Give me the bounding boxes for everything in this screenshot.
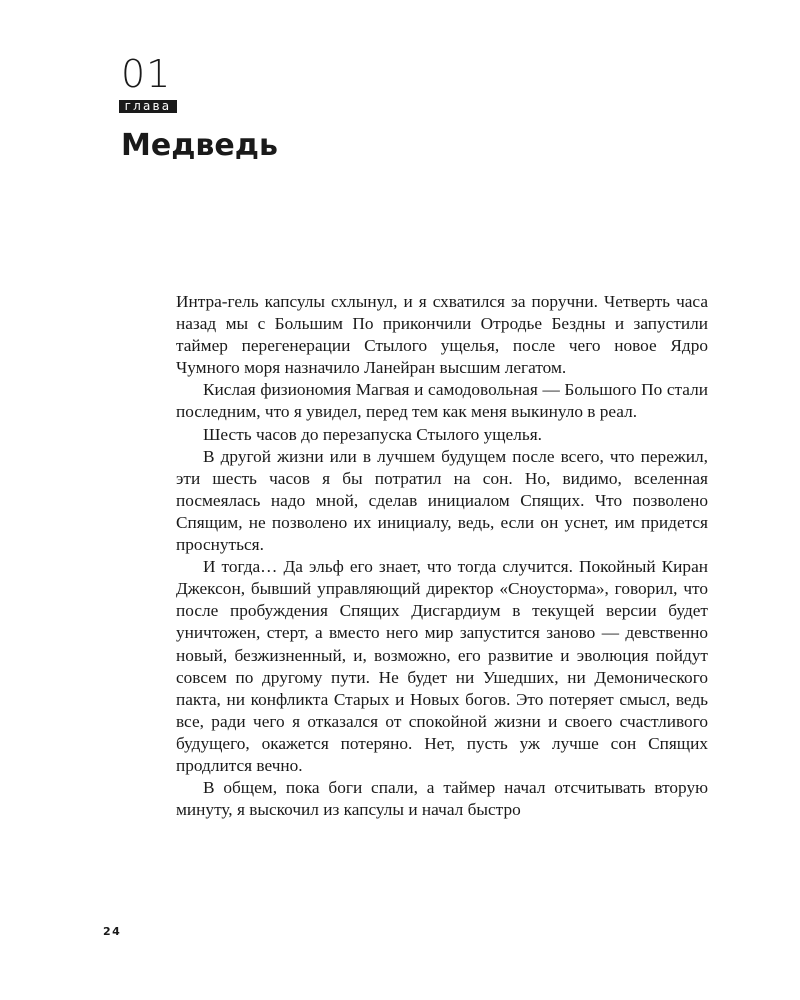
chapter-number: 01 — [121, 52, 172, 96]
page-number: 24 — [103, 925, 122, 938]
chapter-title: Медведь — [121, 128, 278, 163]
paragraph: И тогда… Да эльф его знает, что тогда случится. Покойный Киран Джексон, бывший управляющий директор «Сноусторма», говорил, что после пробуждения Спящих Дисгардиум в текущей версии будет уничтожен, стерт, а вместо него мир запустится заново — девственно новый, безжизненный, и, возможно, его развитие и эволюция пойдут совсем по другому пути. Не будет ни Ушедших, ни Демонического пакта, ни конфликта Старых и Новых богов. Это потеряет смысл, ведь все, ради чего я отказался от спокойной жизни и своего счастливого будущего, окажется потеряно. Нет, пусть уж лучше сон Спящих продлится вечно. — [176, 557, 708, 775]
chapter-label: глава — [119, 100, 177, 113]
paragraph: Шесть часов до перезапуска Стылого ущелья. — [203, 424, 542, 444]
paragraph: Интра-гель капсулы схлынул, и я схватился за поручни. Четверть часа назад мы с Большим По прикончили Отродье Бездны и запустили таймер перегенерации Стылого ущелья, после чего новое Ядро Чумного моря назначило Ланейран высшим легатом. — [176, 292, 708, 378]
body-text — [176, 291, 708, 821]
paragraph: В другой жизни или в лучшем будущем после всего, что пережил, эти шесть часов я бы потратил на сон. Но, видимо, вселенная посмеялась надо мной, сделав инициалом Спящих. Что позволено Спящим, не позволено их инициалу, ведь, если он уснет, им придется проснуться. — [176, 446, 708, 555]
paragraph: Кислая физиономия Магвая и самодовольная — Большого По стали последним, что я увидел, перед тем как меня выкинуло в реал. — [176, 380, 708, 422]
paragraph: В общем, пока боги спали, а таймер начал отсчитывать вторую минуту, я выскочил из капсулы и начал быстро — [176, 778, 708, 820]
